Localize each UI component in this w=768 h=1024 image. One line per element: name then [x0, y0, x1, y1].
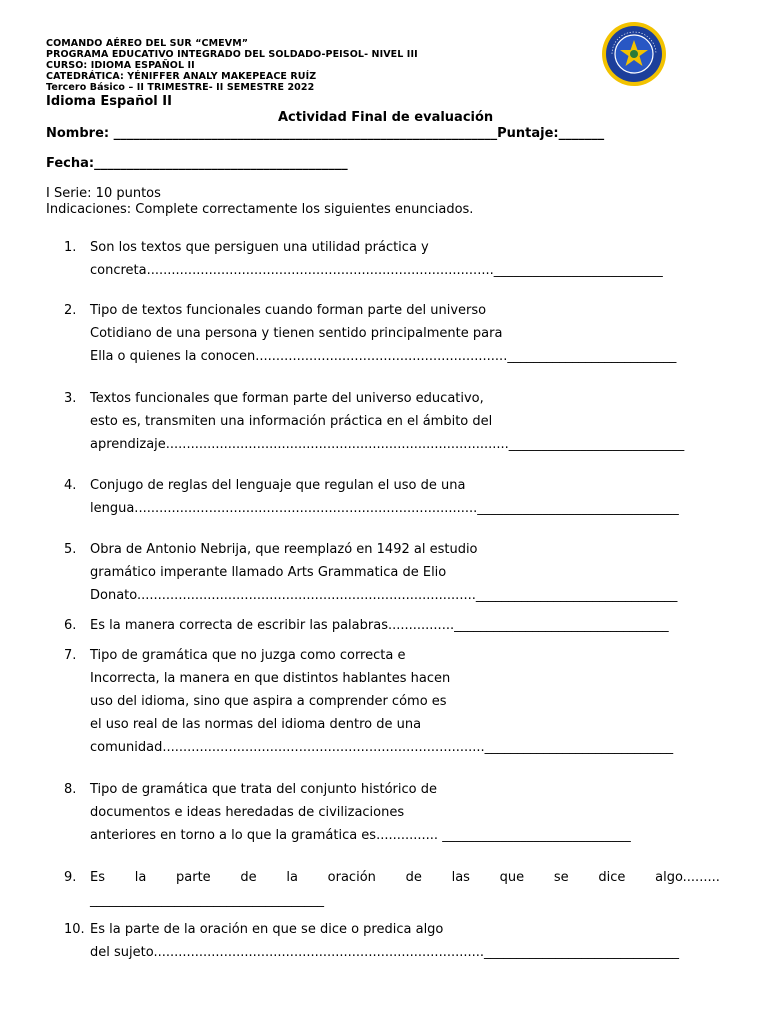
question-answer-line[interactable]: Donato.................................................................................._______________________________ [90, 588, 678, 603]
question-answer-line[interactable]: ____________________________________ [90, 893, 324, 908]
header-line-5: Tercero Básico – II TRIMESTRE- II SEMESTRE 2022 [46, 82, 315, 93]
question-word: dice [598, 870, 626, 885]
question-answer-line[interactable]: anteriores en torno a lo que la gramática es............... _____________________________ [90, 828, 631, 843]
school-logo [600, 20, 668, 88]
question-word: la [134, 870, 147, 885]
question-word: se [553, 870, 569, 885]
question-answer-line[interactable]: lengua..................................................................................._______________________________ [90, 501, 679, 516]
question-text: Textos funcionales que forman parte del universo educativo, [90, 391, 484, 406]
question-number: 3. [64, 391, 77, 406]
question-number: 4. [64, 478, 77, 493]
question-answer-line[interactable]: Ella o quienes la conocen.............................................................__________________________ [90, 349, 677, 364]
activity-title: Actividad Final de evaluación [278, 110, 494, 125]
question-word: algo......... [655, 870, 720, 885]
question-number: 1. [64, 240, 77, 255]
question-text: Es la parte de la oración en que se dice o predica algo [90, 922, 444, 937]
question-answer-line[interactable]: comunidad.............................................................................._____________________________ [90, 740, 674, 755]
question-text: Son los textos que persiguen una utilidad práctica y [90, 240, 429, 255]
question-number: 6. [64, 618, 77, 633]
question-answer-line[interactable]: concreta....................................................................................__________________________ [90, 263, 663, 278]
question-word: Es [90, 870, 105, 885]
question-word: parte [176, 870, 211, 885]
question-text: gramático imperante llamado Arts Grammatica de Elio [90, 565, 447, 580]
question-text: Obra de Antonio Nebrija, que reemplazó en 1492 al estudio [90, 542, 478, 557]
series-label: I Serie: 10 puntos [46, 186, 161, 201]
question-number: 5. [64, 542, 77, 557]
question-text: Tipo de gramática que no juzga como correcta e [90, 648, 406, 663]
nombre-field[interactable]: Nombre: ___________________________________________________________Puntaje:_______ [46, 126, 605, 141]
header-line-3: CURSO: IDIOMA ESPAÑOL II [46, 60, 195, 71]
question-number: 10. [64, 922, 85, 937]
question-text: documentos e ideas heredadas de civilizaciones [90, 805, 405, 820]
question-text: Cotidiano de una persona y tienen sentido principalmente para [90, 326, 503, 341]
question-text: esto es, transmiten una información práctica en el ámbito del [90, 414, 493, 429]
header-line-4: CATEDRÁTICA: YÉNIFFER ANALY MAKEPEACE RUÍZ [46, 71, 317, 82]
question-word: de [405, 870, 422, 885]
question-text: el uso real de las normas del idioma dentro de una [90, 717, 422, 732]
subject-title: Idioma Español II [46, 94, 172, 109]
question-text: Conjugo de reglas del lenguaje que regulan el uso de una [90, 478, 466, 493]
question-text: Tipo de gramática que trata del conjunto histórico de [90, 782, 437, 797]
question-word: la [286, 870, 298, 885]
question-answer-line[interactable]: del sujeto................................................................................______________________________ [90, 945, 680, 960]
question-answer-line[interactable]: aprendizaje...................................................................................___________________________ [90, 437, 685, 452]
question-word: que [499, 870, 525, 885]
question-word: las [451, 870, 470, 885]
question-number: 9. [64, 870, 77, 885]
question-number: 2. [64, 303, 77, 318]
question-word: oración [327, 870, 376, 885]
question-text: uso del idioma, sino que aspira a comprender cómo es [90, 694, 447, 709]
question-answer-line[interactable]: Es la manera correcta de escribir las palabras................_________________________________ [90, 618, 669, 633]
question-number: 7. [64, 648, 77, 663]
instructions-text: Indicaciones: Complete correctamente los siguientes enunciados. [46, 202, 474, 217]
question-text: Incorrecta, la manera en que distintos hablantes hacen [90, 671, 451, 686]
header-line-1: COMANDO AÉREO DEL SUR “CMEVM” [46, 38, 249, 49]
question-word: de [240, 870, 257, 885]
question-text [90, 870, 720, 885]
question-text: Tipo de textos funcionales cuando forman parte del universo [90, 303, 487, 318]
fecha-field[interactable]: Fecha:_______________________________________ [46, 156, 348, 171]
question-number: 8. [64, 782, 77, 797]
header-line-2: PROGRAMA EDUCATIVO INTEGRADO DEL SOLDADO-PEISOL- NIVEL III [46, 49, 418, 60]
